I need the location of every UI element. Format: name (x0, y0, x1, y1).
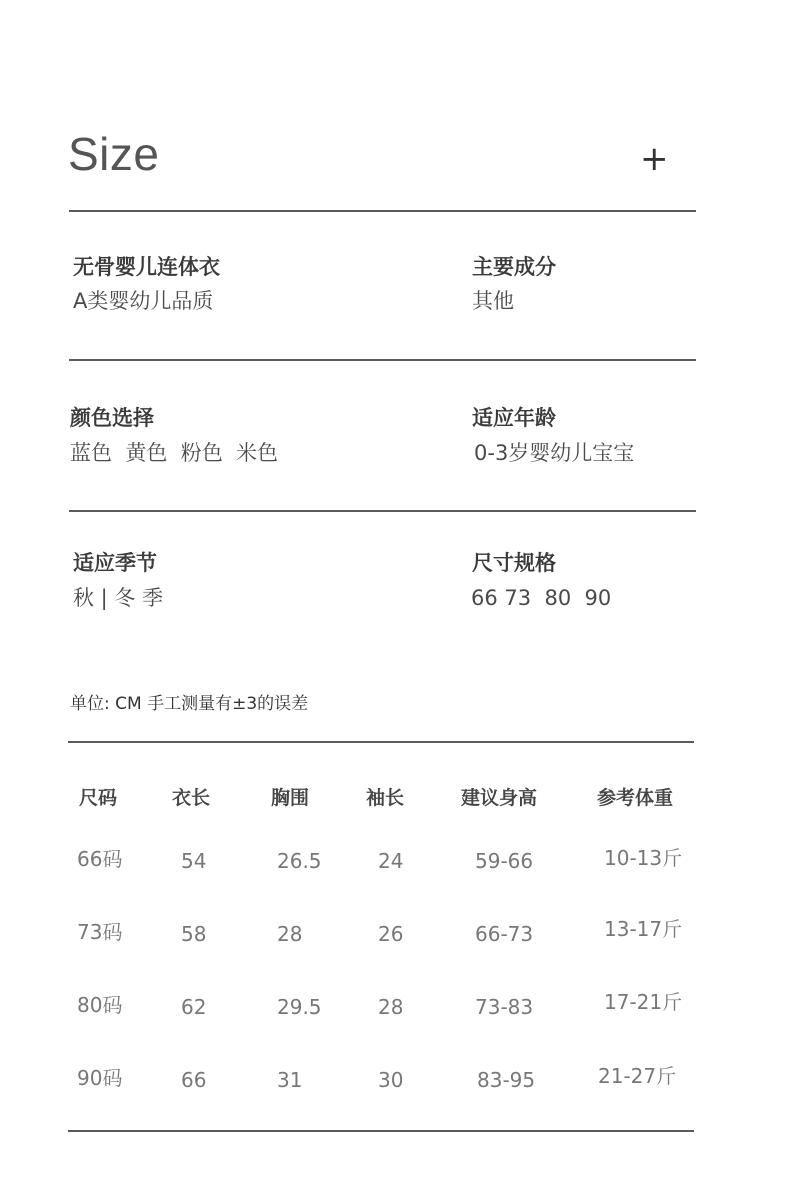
product-label: 无骨婴儿连体衣 (73, 255, 220, 279)
table-header-length: 衣长 (172, 787, 211, 809)
age-label: 适应年龄 (472, 406, 556, 430)
table-cell: 54 (181, 849, 207, 873)
table-cell: 28 (277, 922, 303, 946)
table-header-chest: 胸围 (271, 787, 310, 809)
table-cell: 29.5 (277, 995, 322, 1019)
table-cell: 21-27斤 (598, 1064, 677, 1088)
divider (69, 210, 696, 212)
material-value: 其他 (472, 289, 514, 313)
color-label: 颜色选择 (70, 406, 154, 430)
color-value: 蓝色 黄色 粉色 米色 (70, 441, 279, 465)
table-cell: 90码 (77, 1066, 123, 1090)
table-cell: 26 (378, 922, 404, 946)
divider (69, 510, 696, 512)
table-top-border (68, 741, 694, 743)
age-value: 0-3岁婴幼儿宝宝 (474, 441, 635, 465)
table-header-sleeve: 袖长 (366, 787, 405, 809)
table-cell: 73码 (77, 920, 123, 944)
material-label: 主要成分 (472, 255, 556, 279)
table-cell: 80码 (77, 993, 123, 1017)
season-value: 秋 | 冬 季 (73, 586, 164, 610)
table-cell: 13-17斤 (604, 917, 683, 941)
size-spec-label: 尺寸规格 (472, 551, 556, 575)
table-cell: 30 (378, 1068, 404, 1092)
table-cell: 83-95 (477, 1068, 536, 1092)
table-bottom-border (68, 1130, 694, 1132)
page-title: Size (68, 128, 160, 180)
table-cell: 66码 (77, 847, 123, 871)
table-header-size: 尺码 (79, 787, 118, 809)
table-cell: 26.5 (277, 849, 322, 873)
table-header-weight: 参考体重 (597, 787, 674, 809)
size-spec-value: 66 73 80 90 (471, 586, 612, 610)
table-cell: 66-73 (475, 922, 534, 946)
table-cell: 66 (181, 1068, 207, 1092)
table-cell: 62 (181, 995, 207, 1019)
table-cell: 10-13斤 (604, 846, 683, 870)
divider (69, 359, 696, 361)
table-cell: 24 (378, 849, 404, 873)
season-label: 适应季节 (73, 551, 157, 575)
product-value: A类婴幼儿品质 (73, 289, 214, 313)
table-cell: 28 (378, 995, 404, 1019)
table-cell: 73-83 (475, 995, 534, 1019)
table-header-height: 建议身高 (461, 787, 538, 809)
unit-note: 单位: CM 手工测量有±3的误差 (70, 694, 309, 714)
table-cell: 17-21斤 (604, 990, 683, 1014)
plus-icon[interactable]: + (640, 139, 669, 179)
table-cell: 59-66 (475, 849, 534, 873)
table-cell: 31 (277, 1068, 303, 1092)
table-cell: 58 (181, 922, 207, 946)
